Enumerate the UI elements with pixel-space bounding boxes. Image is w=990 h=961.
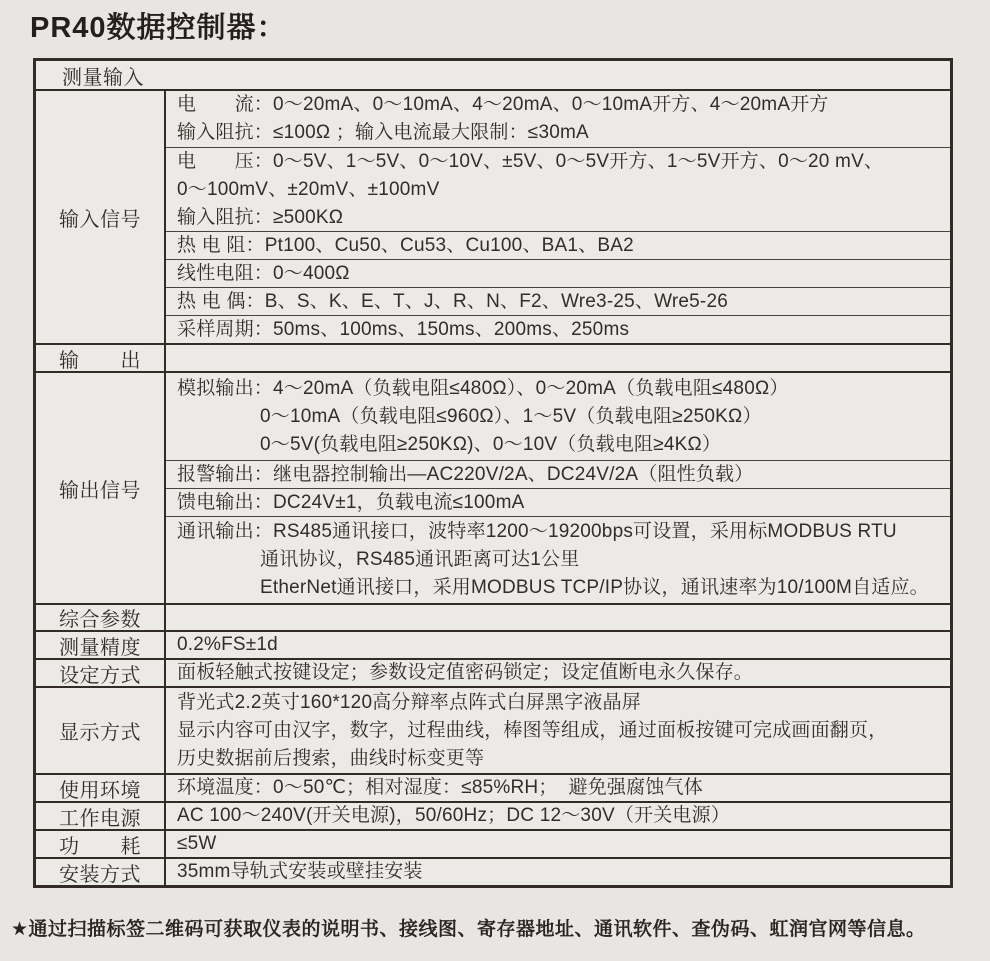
row-value-cell [166, 803, 950, 829]
spec-line: 显示内容可由汉字，数字，过程曲线，棒图等组成，通过面板按键可完成画面翻页， [177, 719, 888, 741]
row-label-cell [36, 775, 166, 801]
spec-line: 面板轻触式按键设定；参数设定值密码锁定；设定值断电永久保存。 [177, 662, 754, 683]
sub-row-voltage [166, 147, 950, 231]
table-row-section-measure-input [36, 61, 950, 89]
row-label: 设定方式 [59, 664, 141, 687]
row-label-cell [36, 831, 166, 857]
sub-row-linear-resistance [166, 259, 950, 287]
sub-row-sampling-period [166, 315, 950, 343]
spec-line: EtherNet通讯接口，采用MODBUS TCP/IP协议，通讯速率为10/100M自适应。 [260, 577, 929, 598]
spec-line: 35mm导轨式安装或壁挂安装 [177, 861, 423, 882]
spec-line: 通讯输出：RS485通讯接口，波特率1200～19200bps可设置，采用标MODBUS RTU [177, 521, 897, 542]
row-label: 显示方式 [59, 722, 141, 744]
spec-line: AC 100～240V(开关电源)，50/60Hz；DC 12～30V（开关电源） [177, 805, 731, 826]
sub-row-feed-output [166, 488, 950, 516]
row-label: 工作电源 [59, 807, 141, 830]
spec-line: 背光式2.2英寸160*120高分辩率点阵式白屏黑字液晶屏 [177, 691, 642, 713]
row-label-cell [36, 688, 166, 773]
row-label-cell [36, 859, 166, 885]
row-label-cell [36, 605, 166, 630]
table-row-display-method [36, 686, 950, 773]
row-label: 安装方式 [59, 863, 141, 886]
page-title: PR40数据控制器： [30, 12, 287, 44]
table-row-input-signal [36, 89, 950, 343]
row-value-cell [166, 660, 950, 686]
row-label: 输入信号 [59, 208, 141, 231]
row-value-cell [166, 605, 950, 630]
table-row-output-header [36, 343, 950, 371]
row-label-cell [36, 345, 166, 371]
row-label: 使用环境 [59, 779, 141, 802]
sub-rows [166, 373, 950, 603]
row-label: 输 出 [59, 349, 141, 372]
row-label-cell [36, 803, 166, 829]
spec-line: 0～5V(负载电阻≥250KΩ)、0～10V（负载电阻≥4KΩ） [260, 433, 722, 455]
spec-line: 电 流：0～20mA、0～10mA、4～20mA、0～10mA开方、4～20mA开方 [177, 94, 829, 115]
page [0, 10, 990, 961]
sub-row-current [166, 91, 950, 147]
row-label: 功 耗 [59, 835, 141, 858]
table-row-operating-environment [36, 773, 950, 801]
row-value-cell [166, 831, 950, 857]
spec-line: 环境温度：0～50℃；相对湿度：≤85%RH； 避免强腐蚀气体 [177, 777, 703, 798]
spec-line: 采样周期：50ms、100ms、150ms、200ms、250ms [177, 318, 630, 340]
sub-row-communication-output [166, 516, 950, 603]
row-label: 测量输入 [62, 66, 144, 89]
sub-row-analog-output [166, 373, 950, 460]
spec-line: 0～100mV、±20mV、±100mV [177, 178, 440, 200]
spec-line: 热 电 阻：Pt100、Cu50、Cu53、Cu100、BA1、BA2 [177, 234, 634, 256]
spec-line: 馈电输出：DC24V±1，负载电流≤100mA [177, 491, 525, 513]
row-label-cell [36, 660, 166, 686]
table-row-accuracy [36, 630, 950, 658]
row-label: 综合参数 [59, 609, 141, 631]
row-label: 测量精度 [59, 636, 141, 659]
table-row-mounting [36, 857, 950, 885]
table-row-power-supply [36, 801, 950, 829]
spec-line: 历史数据前后搜索，曲线时标变更等 [177, 747, 485, 769]
spec-table [33, 58, 953, 888]
spec-line: 模拟输出：4～20mA（负载电阻≤480Ω）、0～20mA（负载电阻≤480Ω） [177, 377, 789, 399]
spec-line: 热 电 偶：B、S、K、E、T、J、R、N、F2、Wre3-25、Wre5-26 [177, 290, 728, 312]
spec-line: 报警输出：继电器控制输出—AC220V/2A、DC24V/2A（阻性负载） [177, 463, 754, 485]
row-label: 输出信号 [59, 479, 141, 502]
sub-row-rtd [166, 231, 950, 259]
spec-line: 0～10mA（负载电阻≤960Ω）、1～5V（负载电阻≥250KΩ） [260, 405, 762, 427]
table-row-setting-method [36, 658, 950, 686]
table-row-output-signal [36, 371, 950, 603]
row-label-cell [36, 373, 166, 603]
sub-rows [166, 91, 950, 343]
row-label-cell [36, 91, 166, 343]
spec-line: 线性电阻：0～400Ω [177, 262, 350, 284]
row-label-cell [36, 632, 166, 658]
row-value-cell [166, 345, 950, 371]
row-value-cell [166, 775, 950, 801]
spec-line: 通讯协议，RS485通讯距离可达1公里 [260, 549, 580, 570]
footnote: ★通过扫描标签二维码可获取仪表的说明书、接线图、寄存器地址、通讯软件、查伪码、虹润官网等信息。 [11, 919, 926, 940]
table-row-power-consumption [36, 829, 950, 857]
spec-line: ≤5W [177, 833, 217, 854]
sub-row-thermocouple [166, 287, 950, 315]
sub-row-alarm-output [166, 460, 950, 488]
spec-line: 输入阻抗：≥500KΩ [177, 206, 344, 228]
row-value-cell [166, 632, 950, 658]
spec-line: 0.2%FS±1d [177, 634, 278, 655]
row-value-cell [166, 859, 950, 885]
spec-line: 电 压：0～5V、1～5V、0～10V、±5V、0～5V开方、1～5V开方、0～20 mV、 [177, 150, 884, 172]
table-row-general-params-header [36, 603, 950, 630]
row-value-cell [166, 688, 950, 773]
spec-line: 输入阻抗：≤100Ω ；输入电流最大限制：≤30mA [177, 122, 589, 143]
